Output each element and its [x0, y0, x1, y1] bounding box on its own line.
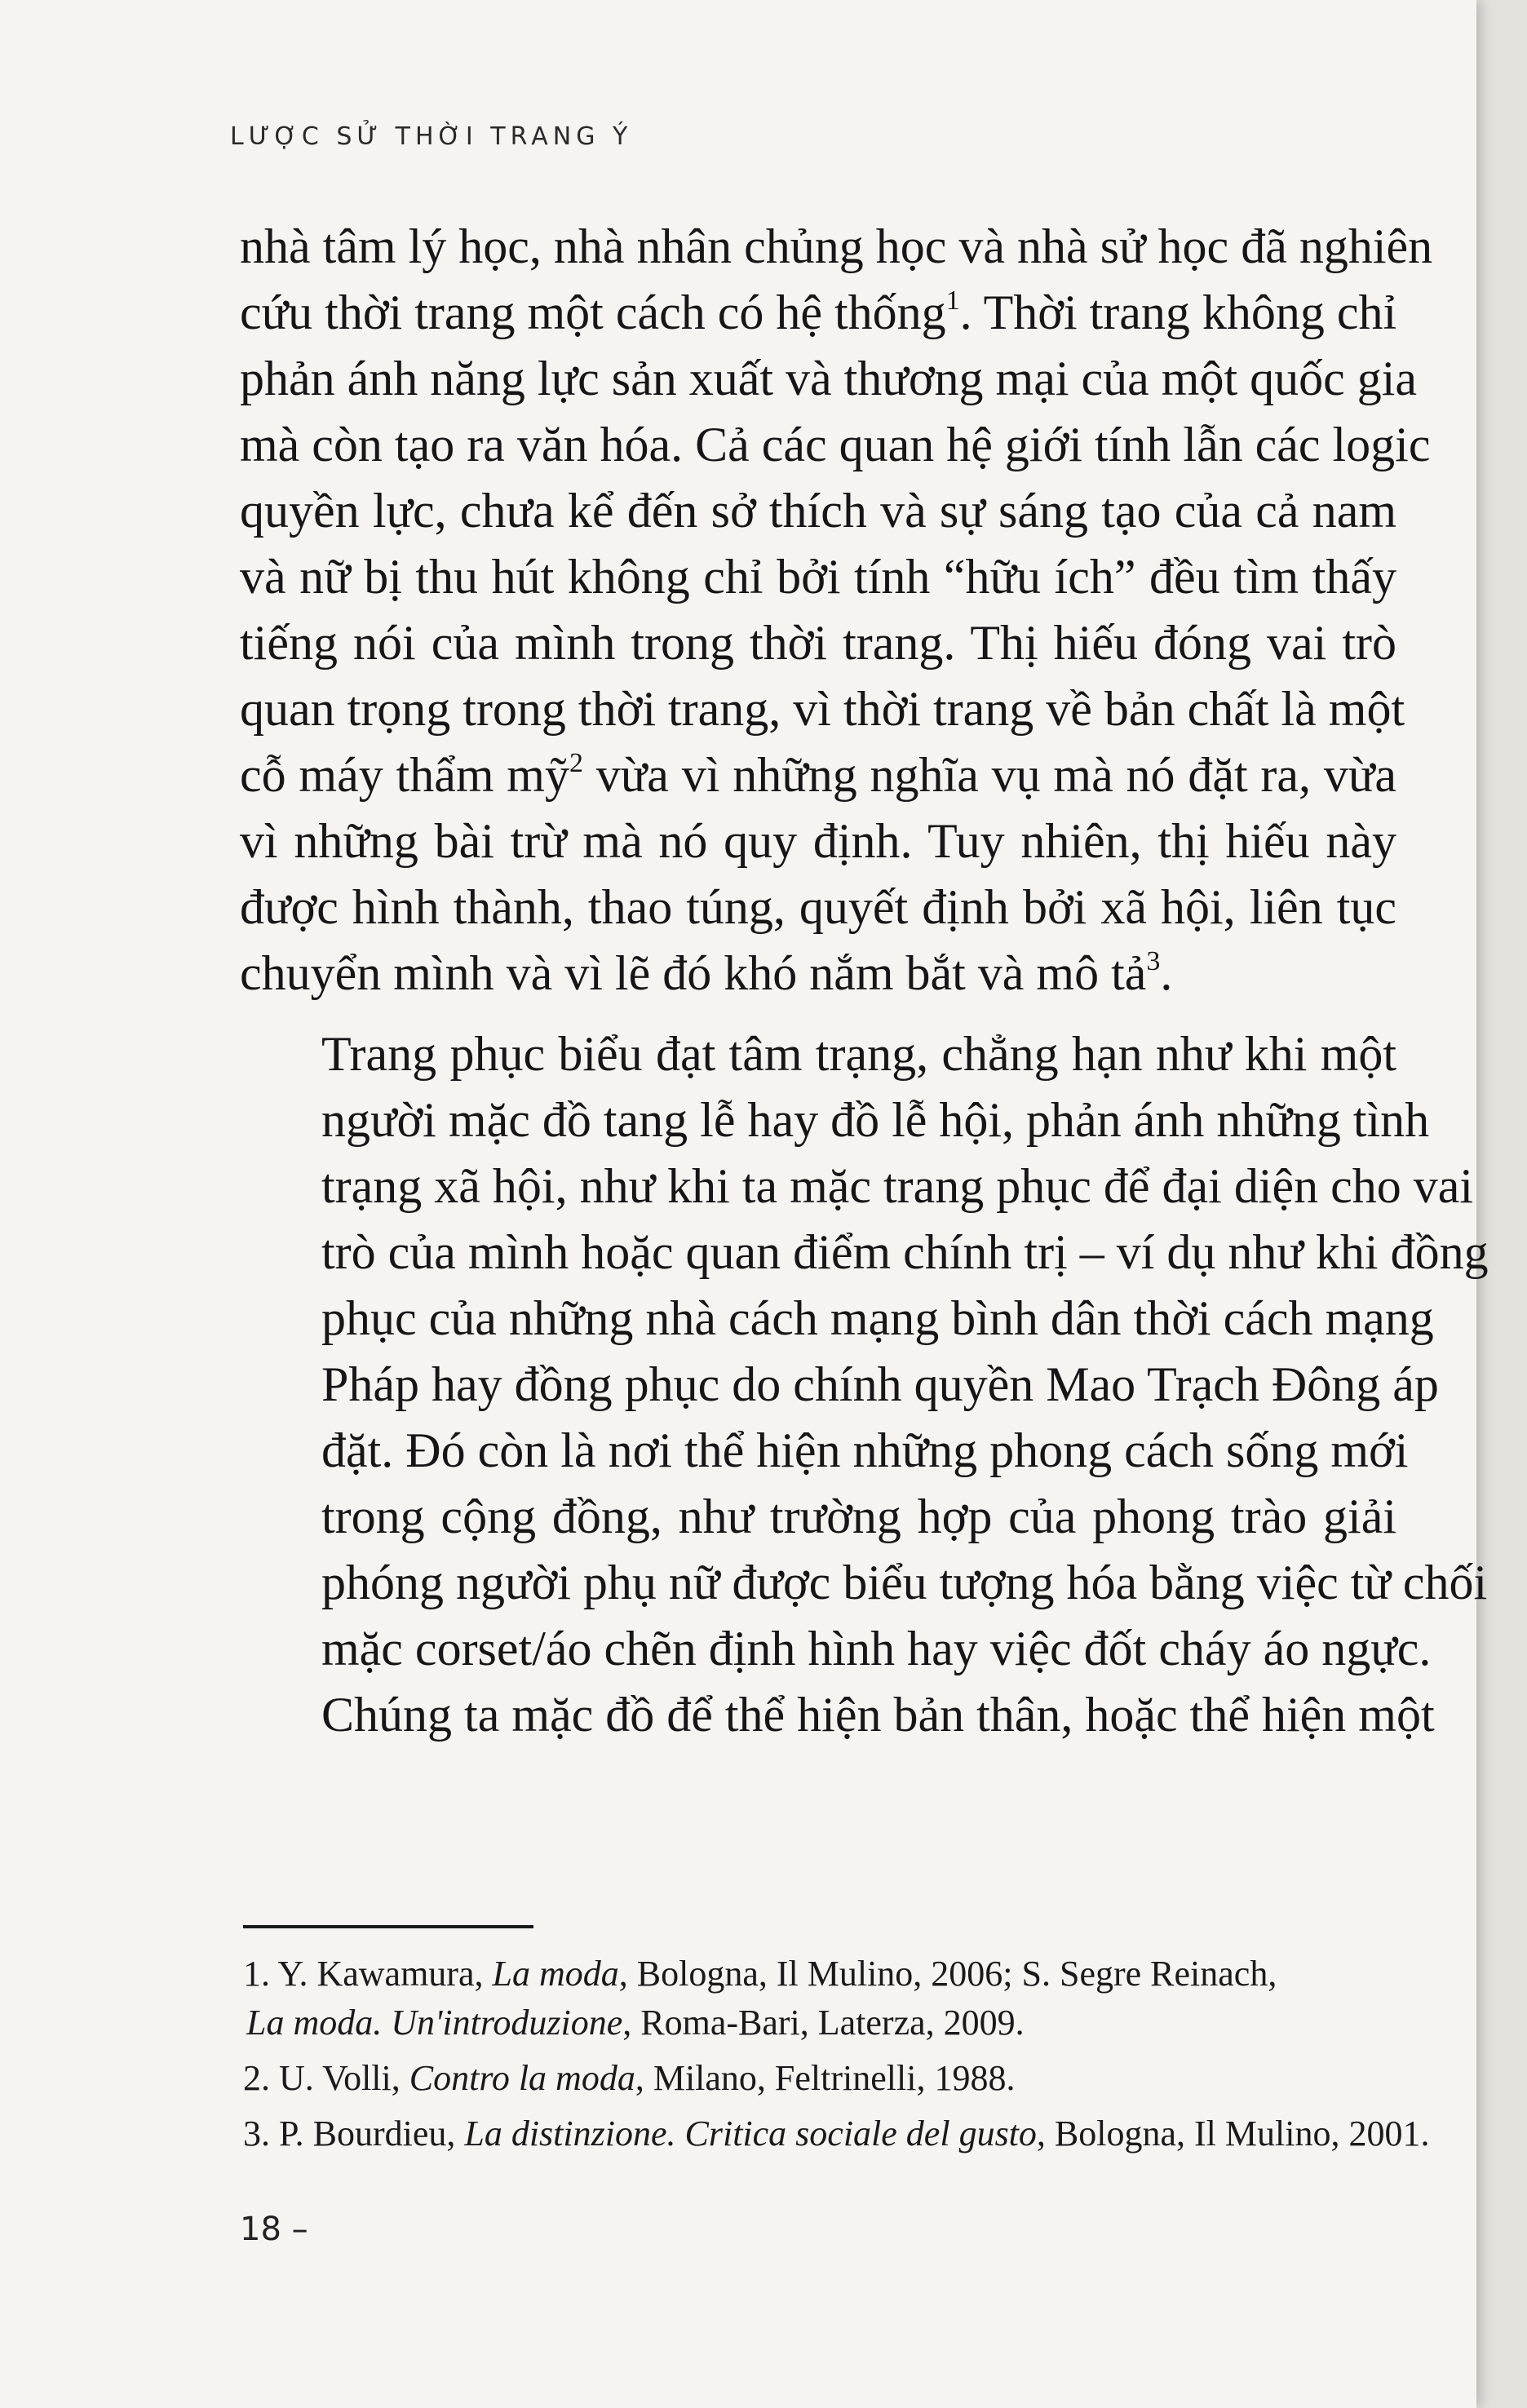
text-line: quyền lực, chưa kể đến sở thích và sự sáng tạo của cả nam	[240, 484, 1396, 538]
text-line: cứu thời trang một cách có hệ thống$^1$. Thời trang không chỉ	[240, 286, 1397, 339]
text-line: trong cộng đồng, như trường hợp của phong trào giải	[321, 1490, 1396, 1543]
text-line: vì những bài trừ mà nó quy định. Tuy nhiên, thị hiếu này	[240, 814, 1396, 868]
text-line: tiếng nói của mình trong thời trang. Thị hiếu đóng vai trò	[240, 616, 1396, 670]
text-line: mặc corset/áo chẽn định hình hay việc đốt cháy áo ngực.	[321, 1622, 1432, 1675]
footnote-1: 1. Y. Kawamura, La moda, Bologna, Il Mulino, 2006; S. Segre Reinach,	[243, 1954, 1277, 1994]
text-line: và nữ bị thu hút không chỉ bởi tính “hữu ích” đều tìm thấy	[240, 550, 1396, 604]
footnote-2: 2. U. Volli, Contro la moda, Milano, Feltrinelli, 1988.	[243, 2058, 1016, 2098]
footnote-ref-1: 1	[945, 286, 960, 316]
footnote-divider	[243, 1925, 533, 1928]
text-line: cỗ máy thẩm mỹ$^2$ vừa vì những nghĩa vụ mà nó đặt ra, vừa	[240, 748, 1396, 802]
text-line: Pháp hay đồng phục do chính quyền Mao Trạch Đông áp	[321, 1357, 1439, 1411]
text-line: mà còn tạo ra văn hóa. Cả các quan hệ giới tính lẫn các logic	[240, 418, 1431, 471]
text-line: được hình thành, thao túng, quyết định bởi xã hội, liên tục	[240, 880, 1396, 934]
text-line: nhà tâm lý học, nhà nhân chủng học và nhà sử học đã nghiên	[240, 219, 1433, 273]
text-line: phục của những nhà cách mạng bình dân thời cách mạng	[321, 1291, 1434, 1345]
text-line: Chúng ta mặc đồ để thể hiện bản thân, hoặc thể hiện một	[321, 1688, 1435, 1742]
text-line: đặt. Đó còn là nơi thể hiện những phong cách sống mới	[321, 1423, 1409, 1477]
text-line: quan trọng trong thời trang, vì thời trang về bản chất là một	[240, 682, 1405, 736]
text-line: người mặc đồ tang lễ hay đồ lễ hội, phản ánh những tình	[321, 1093, 1430, 1147]
text-line: phản ánh năng lực sản xuất và thương mại của một quốc gia	[240, 352, 1418, 405]
text-line: trạng xã hội, như khi ta mặc trang phục để đại diện cho vai	[321, 1159, 1474, 1213]
footnote-ref-2: 2	[569, 748, 583, 778]
text-line: phóng người phụ nữ được biểu tượng hóa bằng việc từ chối	[321, 1556, 1488, 1609]
footnotes	[243, 1950, 1430, 2158]
paragraph-2	[240, 1021, 1489, 1748]
text-line: trò của mình hoặc quan điểm chính trị – ví dụ như khi đồng	[321, 1225, 1489, 1279]
body-text	[240, 214, 1489, 1748]
paragraph-1	[240, 214, 1433, 1007]
page-number: 18 –	[240, 2211, 308, 2248]
text-line: Trang phục biểu đạt tâm trạng, chẳng hạn như khi một	[321, 1027, 1396, 1081]
text-line: chuyển mình và vì lẽ đó khó nắm bắt và mô tả$^3$.	[240, 946, 1173, 1000]
footnote-3: 3. P. Bourdieu, La distinzione. Critica sociale del gusto, Bologna, Il Mulino, 2001.	[243, 2114, 1430, 2153]
footnote-1-continued: La moda. Un'introduzione, Roma-Bari, Laterza, 2009.	[246, 2003, 1025, 2043]
footnote-ref-3: 3	[1146, 946, 1161, 976]
running-header: LƯỢC SỬ THỜI TRANG Ý	[230, 122, 633, 151]
